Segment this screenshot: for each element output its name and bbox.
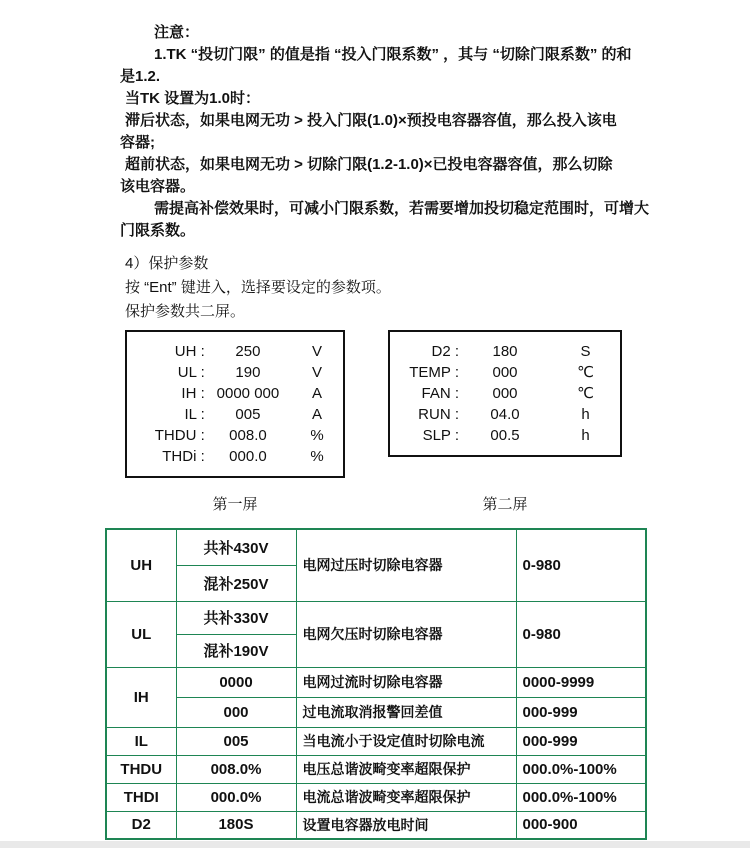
screen-caption-first: 第一屏 <box>212 496 258 513</box>
param-range-cell: 0-980 <box>516 529 646 601</box>
param-value: 180 <box>492 343 518 360</box>
param-value-cell: 0000 <box>176 667 296 697</box>
notes-line: 当TK 设置为1.0时： <box>125 90 261 107</box>
protection-params-section <box>120 252 540 324</box>
param-label: THDi : <box>162 448 205 465</box>
param-value: 000 <box>492 385 518 402</box>
param-value-cell: 005 <box>176 727 296 755</box>
param-value-cell: 000 <box>176 697 296 727</box>
param-unit: % <box>310 448 324 465</box>
page-bottom-divider <box>0 841 750 848</box>
param-unit: A <box>312 406 323 423</box>
parameter-table <box>105 528 647 840</box>
param-value: 000.0 <box>229 448 267 465</box>
param-desc-cell: 电流总谐波畸变率超限保护 <box>296 783 516 811</box>
param-desc-cell: 电网过流时切除电容器 <box>296 667 516 697</box>
param-label: RUN : <box>418 406 459 423</box>
param-value: 0000 000 <box>216 385 280 402</box>
screen-row <box>390 425 620 446</box>
param-label: D2 : <box>431 343 459 360</box>
param-value: 008.0 <box>229 427 267 444</box>
param-unit: S <box>580 343 591 360</box>
param-value: 00.5 <box>490 427 520 444</box>
param-name-cell: UH <box>106 529 176 601</box>
param-range-cell: 000-999 <box>516 697 646 727</box>
notes-line: 滞后状态，如果电网无功 > 投入门限(1.0)×预投电容器容值，那么投入该电 <box>125 112 617 129</box>
notes-line: 超前状态，如果电网无功 > 切除门限(1.2-1.0)×已投电容器容值，那么切除 <box>125 156 613 173</box>
param-value-cell: 180S <box>176 811 296 839</box>
param-range-cell: 000.0%-100% <box>516 783 646 811</box>
notes-line: 该电容器。 <box>120 178 196 195</box>
param-label: IH : <box>181 385 205 402</box>
screen-row <box>127 425 343 446</box>
screen-row <box>127 404 343 425</box>
param-unit: h <box>581 427 590 444</box>
notes-line: 需提高补偿效果时，可减小门限系数，若需要增加投切稳定范围时，可增大 <box>154 200 650 217</box>
screen-box-first <box>125 330 345 478</box>
notes-title: 注意： <box>154 24 200 41</box>
param-label: SLP : <box>422 427 459 444</box>
param-label: UL : <box>177 364 205 381</box>
notes-line: 容器; <box>120 134 155 151</box>
notes-line: 1.TK “投切门限” 的值是指 “投入门限系数” ，其与 “切除门限系数” 的和 <box>154 46 632 63</box>
param-desc-cell: 电网欠压时切除电容器 <box>296 601 516 667</box>
param-unit: ℃ <box>577 385 594 402</box>
param-range-cell: 000.0%-100% <box>516 755 646 783</box>
section-instruction: 按 “Ent” 键进入，选择要设定的参数项。 <box>125 279 391 296</box>
section-heading: 4）保护参数 <box>125 255 209 272</box>
param-value: 005 <box>235 406 261 423</box>
param-name-cell: UL <box>106 601 176 667</box>
screen-row <box>127 383 343 404</box>
screen-row <box>127 446 343 467</box>
param-unit: % <box>310 427 324 444</box>
param-desc-cell: 电网过压时切除电容器 <box>296 529 516 601</box>
notes-line: 是1.2. <box>120 68 161 85</box>
param-unit: h <box>581 406 590 423</box>
screen-caption-second: 第二屏 <box>482 496 528 513</box>
param-label: UH : <box>174 343 205 360</box>
param-range-cell: 0-980 <box>516 601 646 667</box>
section-screen-count: 保护参数共二屏。 <box>125 303 246 320</box>
param-value: 190 <box>235 364 261 381</box>
param-value-cell: 共补330V <box>176 601 296 634</box>
param-unit: A <box>312 385 323 402</box>
param-desc-cell: 当电流小于设定值时切除电流 <box>296 727 516 755</box>
screen-row <box>390 383 620 404</box>
param-name-cell: D2 <box>106 811 176 839</box>
screens-area <box>125 330 635 528</box>
param-name-cell: IL <box>106 727 176 755</box>
param-name-cell: IH <box>106 667 176 727</box>
param-range-cell: 0000-9999 <box>516 667 646 697</box>
param-value-cell: 混补190V <box>176 634 296 667</box>
param-name-cell: THDI <box>106 783 176 811</box>
param-name-cell: THDU <box>106 755 176 783</box>
param-label: TEMP : <box>409 364 459 381</box>
param-desc-cell: 电压总谐波畸变率超限保护 <box>296 755 516 783</box>
screen-row <box>390 362 620 383</box>
param-value-cell: 共补430V <box>176 529 296 565</box>
param-range-cell: 000-999 <box>516 727 646 755</box>
param-label: IL : <box>184 406 205 423</box>
screen-box-second <box>388 330 622 457</box>
param-label: THDU : <box>154 427 205 444</box>
param-value: 000 <box>492 364 518 381</box>
param-unit: V <box>312 364 323 381</box>
notes-block <box>120 22 660 242</box>
param-range-cell: 000-900 <box>516 811 646 839</box>
notes-line: 门限系数。 <box>120 222 196 239</box>
screen-row <box>390 404 620 425</box>
screen-row <box>390 341 620 362</box>
screen-row <box>127 362 343 383</box>
param-value-cell: 008.0% <box>176 755 296 783</box>
param-unit: ℃ <box>577 364 594 381</box>
screen-row <box>127 341 343 362</box>
param-label: FAN : <box>421 385 459 402</box>
param-value-cell: 混补250V <box>176 565 296 601</box>
param-value: 250 <box>235 343 261 360</box>
param-value: 04.0 <box>490 406 520 423</box>
param-value-cell: 000.0% <box>176 783 296 811</box>
param-desc-cell: 过电流取消报警回差值 <box>296 697 516 727</box>
param-unit: V <box>312 343 323 360</box>
param-desc-cell: 设置电容器放电时间 <box>296 811 516 839</box>
